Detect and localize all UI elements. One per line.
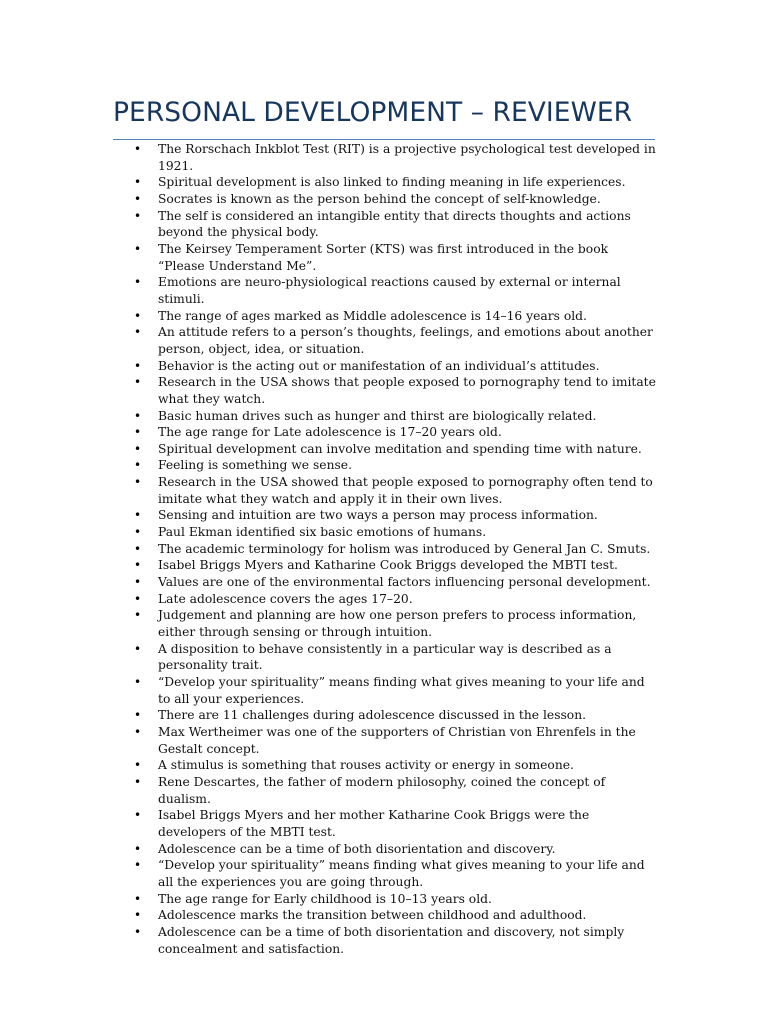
bullet-icon: •	[134, 924, 142, 939]
list-item-text: Rene Descartes, the father of modern philosophy, coined the concept of dualism.	[158, 774, 606, 806]
list-item	[134, 891, 658, 908]
bullet-icon: •	[134, 142, 142, 156]
bullet-icon: •	[134, 275, 142, 290]
list-item-text: An attitude refers to a person’s thoughts, feelings, and emotions about another person, object, idea, or situation.	[158, 325, 653, 356]
bullet-icon: •	[134, 558, 142, 573]
list-item	[134, 774, 658, 807]
bullet-icon: •	[134, 475, 142, 490]
list-item-text: Emotions are neuro-physiological reactions caused by external or internal stimuli.	[158, 275, 621, 306]
list-item	[134, 191, 658, 208]
list-item-text: Late adolescence covers the ages 17–20.	[158, 591, 413, 606]
bullet-icon: •	[134, 858, 142, 873]
bullet-icon: •	[134, 425, 142, 440]
bullet-icon: •	[134, 841, 142, 856]
bullet-icon: •	[134, 408, 142, 423]
list-item-text: Adolescence marks the transition between childhood and adulthood.	[158, 908, 587, 923]
list-item-text: Spiritual development can involve meditation and spending time with nature.	[158, 441, 642, 456]
list-item-text: Sensing and intuition are two ways a person may process information.	[158, 508, 598, 523]
list-item-text: Research in the USA showed that people exposed to pornography often tend to imitate what they watch and apply it in their own lives.	[158, 475, 653, 506]
list-item-text: Feeling is something we sense.	[158, 458, 352, 473]
list-item-text: Adolescence can be a time of both disorientation and discovery.	[158, 841, 556, 856]
list-item	[134, 557, 658, 574]
list-item	[134, 474, 658, 507]
list-item	[134, 141, 658, 174]
list-item	[134, 591, 658, 608]
list-item-text: Isabel Briggs Myers and her mother Katharine Cook Briggs were the developers of the MBTI test.	[158, 808, 590, 839]
bullet-icon: •	[134, 675, 142, 689]
bullet-icon: •	[134, 175, 142, 190]
bullet-icon: •	[134, 591, 142, 606]
list-item	[134, 524, 658, 541]
list-item-text: A stimulus is something that rouses activity or energy in someone.	[158, 758, 574, 773]
list-item	[134, 324, 658, 357]
list-item-text: Values are one of the environmental factors influencing personal development.	[158, 575, 651, 590]
bullet-icon: •	[134, 808, 142, 823]
list-item	[134, 924, 658, 957]
list-item	[134, 174, 658, 191]
list-item-text: There are 11 challenges during adolescence discussed in the lesson.	[158, 708, 587, 723]
list-item-text: Adolescence can be a time of both disorientation and discovery, not simply concealment and satisfaction.	[158, 924, 625, 956]
list-item-text: The range of ages marked as Middle adolescence is 14–16 years old.	[158, 308, 587, 323]
list-item	[134, 857, 658, 890]
bullet-icon: •	[134, 608, 142, 623]
list-item	[134, 274, 658, 307]
list-item-text: The academic terminology for holism was introduced by General Jan C. Smuts.	[158, 541, 651, 556]
list-item	[134, 424, 658, 441]
list-item	[134, 724, 658, 757]
list-item-text: The self is considered an intangible entity that directs thoughts and actions beyond the physical body.	[158, 208, 631, 240]
list-item-text: The Rorschach Inkblot Test (RIT) is a projective psychological test developed in 1921.	[158, 142, 656, 173]
list-item-text: Socrates is known as the person behind the concept of self-knowledge.	[158, 191, 601, 206]
bullet-icon: •	[134, 575, 142, 590]
list-item-text: The age range for Early childhood is 10–13 years old.	[158, 891, 492, 906]
list-item	[134, 674, 658, 707]
list-item	[134, 641, 658, 674]
list-item	[134, 408, 658, 425]
list-item-text: The age range for Late adolescence is 17–20 years old.	[158, 425, 502, 440]
list-item-text: Spiritual development is also linked to finding meaning in life experiences.	[158, 175, 626, 190]
bullet-icon: •	[134, 891, 142, 906]
list-item	[134, 208, 658, 241]
bullet-icon: •	[134, 375, 142, 390]
bullet-icon: •	[134, 191, 142, 206]
list-item	[134, 574, 658, 591]
list-item-text: Isabel Briggs Myers and Katharine Cook Briggs developed the MBTI test.	[158, 558, 618, 573]
list-item-text: Paul Ekman identified six basic emotions of humans.	[158, 525, 487, 540]
list-item-text: Basic human drives such as hunger and thirst are biologically related.	[158, 408, 597, 423]
bullet-icon: •	[134, 508, 142, 523]
bullet-icon: •	[134, 241, 142, 256]
list-item	[134, 358, 658, 375]
list-item	[134, 607, 658, 640]
bullet-icon: •	[134, 308, 142, 323]
list-item-text: “Develop your spirituality” means finding what gives meaning to your life and all the experiences you are going through.	[158, 858, 645, 889]
list-item-text: “Develop your spirituality” means finding what gives meaning to your life and to all your experiences.	[158, 675, 645, 706]
bullet-icon: •	[134, 325, 142, 340]
title-underline	[113, 139, 655, 140]
bullet-icon: •	[134, 908, 142, 923]
list-item	[134, 541, 658, 558]
bullet-list	[134, 141, 658, 957]
list-item	[134, 457, 658, 474]
bullet-icon: •	[134, 724, 142, 739]
bullet-icon: •	[134, 208, 142, 223]
list-item	[134, 441, 658, 458]
list-item-text: Behavior is the acting out or manifestation of an individual’s attitudes.	[158, 358, 600, 373]
bullet-icon: •	[134, 441, 142, 456]
list-item-text: Max Wertheimer was one of the supporters of Christian von Ehrenfels in the Gestalt concept.	[158, 724, 636, 756]
bullet-icon: •	[134, 758, 142, 773]
list-item	[134, 374, 658, 407]
list-item	[134, 757, 658, 774]
list-item	[134, 507, 658, 524]
list-item-text: A disposition to behave consistently in a particular way is described as a personality trait.	[158, 641, 612, 673]
bullet-icon: •	[134, 641, 142, 656]
bullet-icon: •	[134, 458, 142, 473]
list-item-text: Research in the USA shows that people exposed to pornography tend to imitate what they watch.	[158, 375, 656, 406]
list-item-text: Judgement and planning are how one person prefers to process information, either through sensing or through intuition.	[158, 608, 637, 640]
list-item	[134, 707, 658, 724]
list-item	[134, 841, 658, 858]
page-title: PERSONAL DEVELOPMENT – REVIEWER	[113, 97, 633, 128]
list-item-text: The Keirsey Temperament Sorter (KTS) was first introduced in the book “Please Understand Me”.	[158, 241, 609, 273]
list-item	[134, 807, 658, 840]
bullet-icon: •	[134, 708, 142, 723]
bullet-icon: •	[134, 774, 142, 789]
bullet-icon: •	[134, 541, 142, 556]
list-item	[134, 907, 658, 924]
bullet-icon: •	[134, 525, 142, 540]
list-item	[134, 241, 658, 274]
bullet-icon: •	[134, 358, 142, 373]
list-item	[134, 308, 658, 325]
